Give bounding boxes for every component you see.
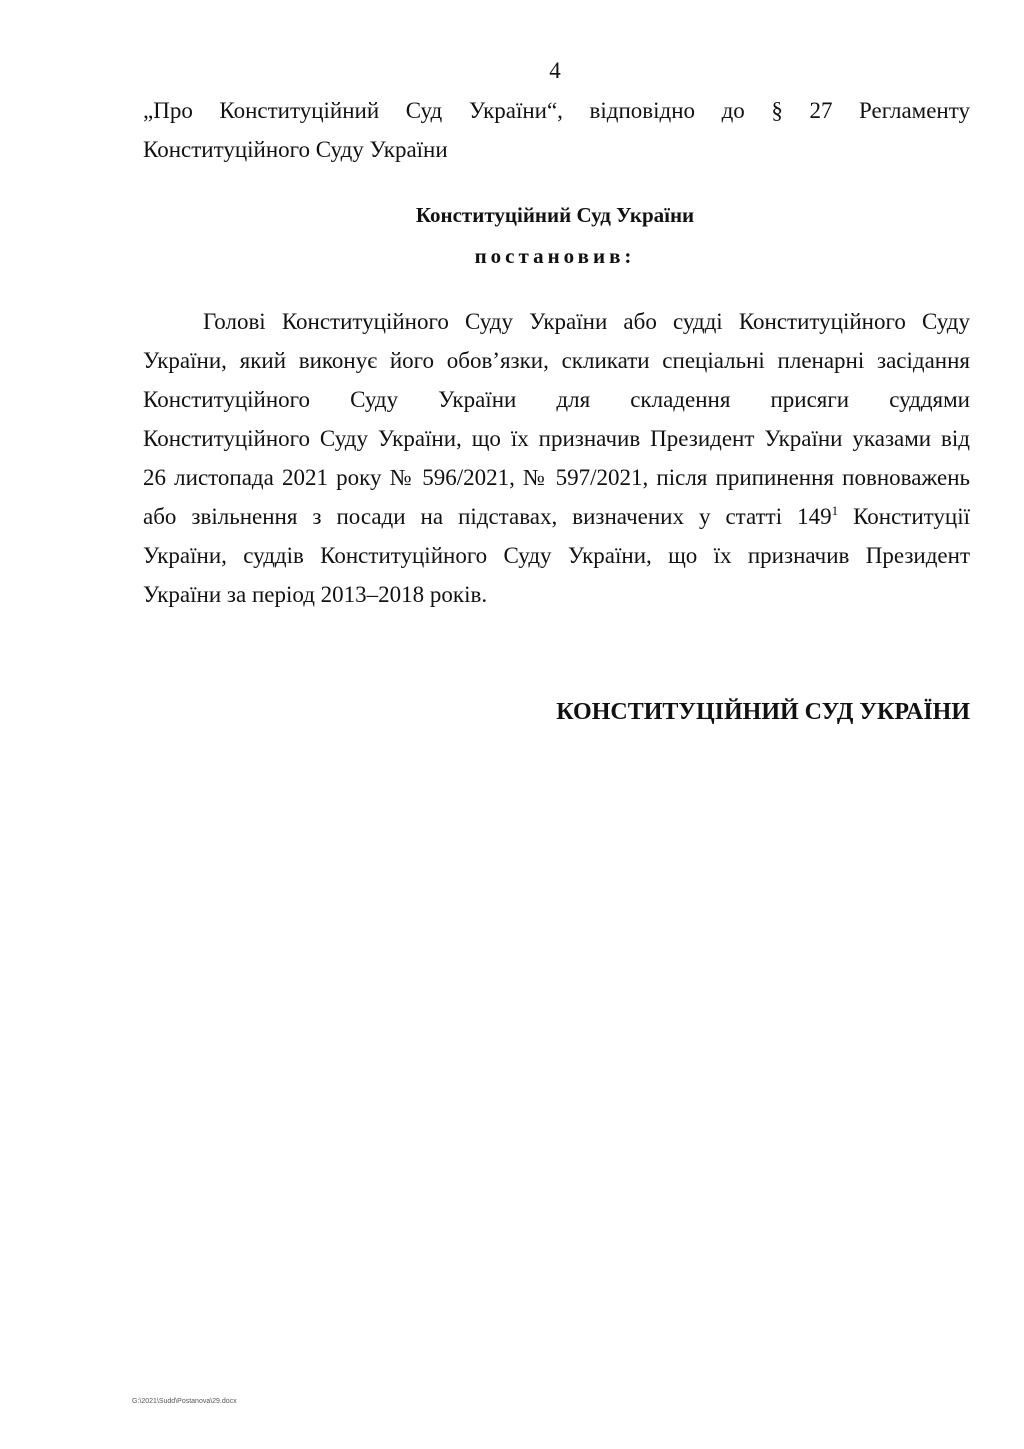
body-line-5: 26 листопада 2021 року № 596/2021, № 597/2021, після припинення повноважень: [143, 465, 970, 490]
body-line-6: [143, 497, 970, 536]
body-line-6-text: або звільнення з посади на підставах, визначених у статті 149: [143, 504, 832, 529]
body-line-7: України, суддів Конституційного Суду України, що їх призначив Президент: [143, 543, 970, 568]
body-line-8: України за період 2013–2018 років.: [143, 582, 488, 607]
body-line-3: Конституційного Суду України для складення присяги суддями: [143, 387, 970, 412]
body-line-2: України, який виконує його обов’язки, скликати спеціальні пленарні засідання: [143, 348, 970, 373]
ruling-paragraph: [143, 302, 970, 614]
ruling-heading: постановив:: [474, 244, 636, 268]
page-number: 4: [549, 58, 561, 83]
intro-line-1: „Про Конституційний Суд України“, відповідно до § 27 Регламенту: [143, 98, 970, 123]
intro-paragraph: [143, 91, 970, 169]
body-line-1: Голові Конституційного Суду України або судді Конституційного Суду: [203, 309, 970, 334]
intro-line-2: Конституційного Суду України: [143, 137, 448, 162]
footer-file-path: G:\2021\Sudd\Postanova\29.docx: [132, 1398, 237, 1405]
body-line-4: Конституційного Суду України, що їх призначив Президент України указами від: [143, 426, 970, 451]
article-superscript: 1: [831, 503, 839, 518]
signature-block: КОНСТИТУЦІЙНИЙ СУД УКРАЇНИ: [556, 699, 970, 725]
body-line-6-end: Конституції: [838, 504, 970, 529]
court-heading: Конституційний Суд України: [415, 203, 695, 227]
